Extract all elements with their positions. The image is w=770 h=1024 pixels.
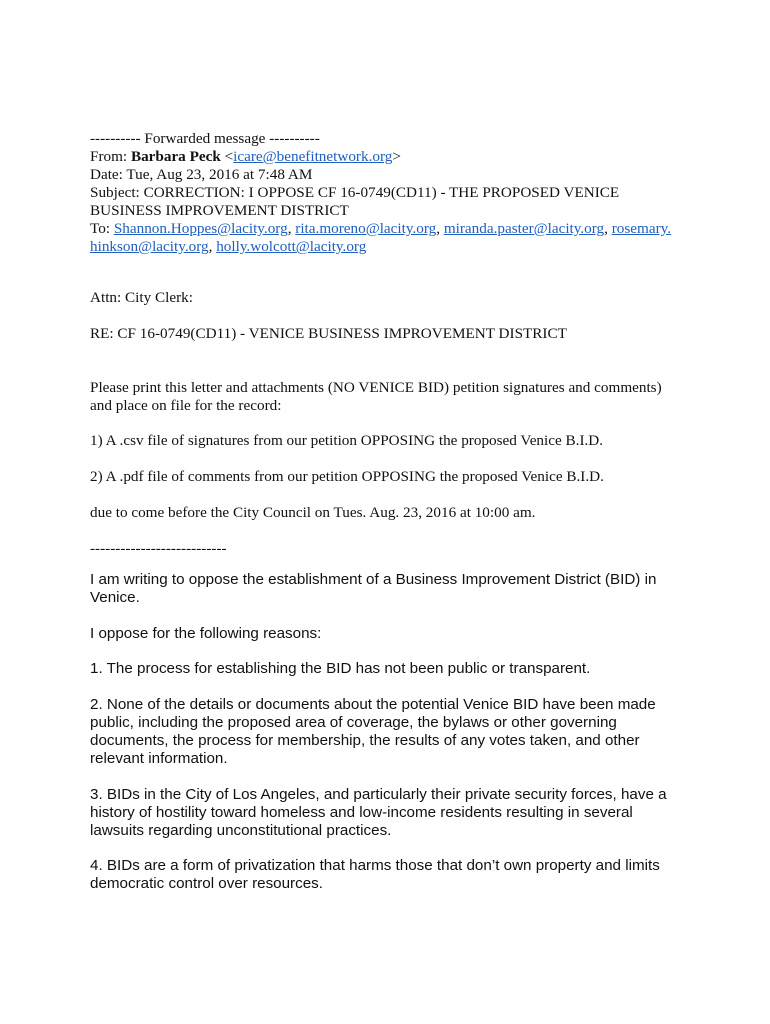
from-email-open: < xyxy=(220,148,234,165)
intro-line-2: Venice. xyxy=(90,589,140,606)
reason-4-line-2: democratic control over resources. xyxy=(90,875,323,892)
separator: , xyxy=(208,238,217,255)
email-link-rosemary-part1[interactable]: rosemary. xyxy=(611,220,672,237)
email-link-rita[interactable]: rita.moreno@lacity.org xyxy=(295,220,437,237)
request-line-2: and place on file for the record: xyxy=(90,397,282,414)
attachment-item-2: 2) A .pdf file of comments from our petition OPPOSING the proposed Venice B.I.D. xyxy=(90,468,604,485)
email-link-rosemary-part2[interactable]: hinkson@lacity.org xyxy=(90,238,209,255)
to-line-continued xyxy=(90,238,366,256)
email-link-miranda[interactable]: miranda.paster@lacity.org xyxy=(443,220,605,237)
reason-3-line-3: lawsuits regarding unconstitutional practices. xyxy=(90,822,392,839)
reason-3-line-1: 3. BIDs in the City of Los Angeles, and particularly their private security forces, have a xyxy=(90,786,667,803)
separator: , xyxy=(287,220,296,237)
divider-line: --------------------------- xyxy=(90,540,227,557)
separator: , xyxy=(436,220,444,237)
from-name: Barbara Peck xyxy=(130,148,221,165)
from-label: From: xyxy=(90,148,131,165)
from-email-link[interactable]: icare@benefitnetwork.org xyxy=(233,148,393,165)
subject-line-1: Subject: CORRECTION: I OPPOSE CF 16-0749(CD11) - THE PROPOSED VENICE xyxy=(90,184,620,201)
email-link-shannon[interactable]: Shannon.Hoppes@lacity.org xyxy=(113,220,288,237)
to-label: To: xyxy=(90,220,114,237)
re-line: RE: CF 16-0749(CD11) - VENICE BUSINESS IMPROVEMENT DISTRICT xyxy=(90,325,567,342)
forwarded-message-line: ---------- Forwarded message ---------- xyxy=(90,130,320,147)
intro-line-1: I am writing to oppose the establishment of a Business Improvement District (BID) in xyxy=(90,571,657,588)
due-line: due to come before the City Council on Tues. Aug. 23, 2016 at 10:00 am. xyxy=(90,504,536,521)
email-link-holly[interactable]: holly.wolcott@lacity.org xyxy=(216,238,367,255)
reason-2-line-4: relevant information. xyxy=(90,750,228,767)
reasons-heading: I oppose for the following reasons: xyxy=(90,625,322,642)
reason-2-line-2: public, including the proposed area of coverage, the bylaws or other governing xyxy=(90,714,617,731)
reason-3-line-2: history of hostility toward homeless and low-income residents resulting in several xyxy=(90,804,633,821)
from-email-close: > xyxy=(392,148,401,165)
reason-2-line-3: documents, the process for membership, the results of any votes taken, and other xyxy=(90,732,640,749)
attachment-item-1: 1) A .csv file of signatures from our petition OPPOSING the proposed Venice B.I.D. xyxy=(90,432,604,449)
from-line xyxy=(90,148,401,166)
reason-1: 1. The process for establishing the BID has not been public or transparent. xyxy=(90,660,591,677)
to-line xyxy=(90,220,671,238)
request-line-1: Please print this letter and attachments (NO VENICE BID) petition signatures and comments) xyxy=(90,379,662,396)
date-line: Date: Tue, Aug 23, 2016 at 7:48 AM xyxy=(90,166,313,183)
subject-line-2: BUSINESS IMPROVEMENT DISTRICT xyxy=(90,202,349,219)
reason-4-line-1: 4. BIDs are a form of privatization that harms those that don’t own property and limits xyxy=(90,857,660,874)
attn-line: Attn: City Clerk: xyxy=(90,289,193,306)
reason-2-line-1: 2. None of the details or documents about the potential Venice BID have been made xyxy=(90,696,656,713)
separator: , xyxy=(604,220,612,237)
